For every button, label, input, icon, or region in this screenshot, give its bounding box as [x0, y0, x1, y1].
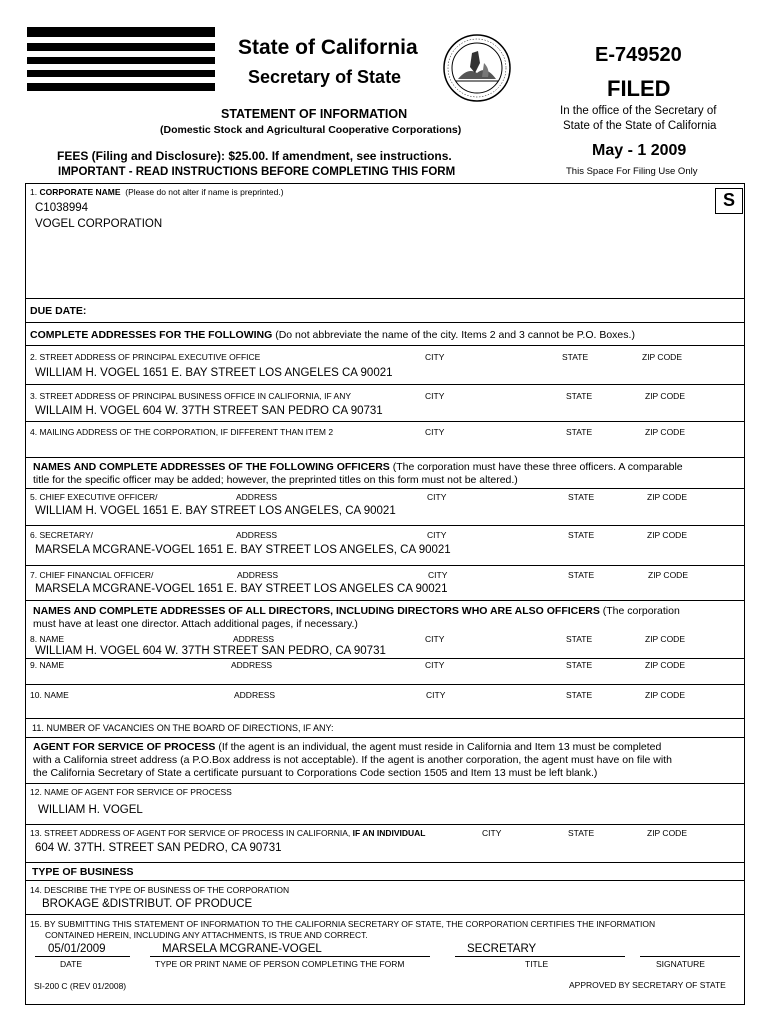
item8-state-label: STATE — [566, 634, 593, 644]
due-date: DUE DATE: — [30, 305, 87, 317]
item14-label: 14. DESCRIBE THE TYPE OF BUSINESS OF THE CORPORATION — [30, 885, 290, 895]
item4-city-label: CITY — [425, 427, 445, 437]
file-number: E-749520 — [595, 44, 682, 66]
item3-zip-label: ZIP CODE — [645, 391, 685, 401]
agent-heading: AGENT FOR SERVICE OF PROCESS (If the agent is an individual, the agent must reside in California and Item 13 must be completed — [33, 741, 662, 753]
item15-line2: CONTAINED HEREIN, INCLUDING ANY ATTACHMENTS, IS TRUE AND CORRECT. — [45, 930, 368, 940]
state-seal-icon — [442, 33, 512, 103]
item9-address-label: ADDRESS — [231, 660, 273, 670]
agent-heading-line2: with a California street address (a P.O.Box address is not acceptable). If the agent is another corporation, the agent must have on file with — [33, 754, 672, 766]
filed-office-line1: In the office of the Secretary of — [560, 105, 717, 117]
item3-label: 3. STREET ADDRESS OF PRINCIPAL BUSINESS OFFICE IN CALIFORNIA, IF ANY — [30, 391, 352, 401]
officers-heading: NAMES AND COMPLETE ADDRESSES OF THE FOLLOWING OFFICERS (The corporation must have these three officers. A comparable — [33, 461, 683, 473]
item9-label: 9. NAME — [30, 660, 65, 670]
vacancies-label: 11. NUMBER OF VACANCIES ON THE BOARD OF DIRECTIONS, IF ANY: — [32, 723, 334, 733]
business-heading: TYPE OF BUSINESS — [32, 866, 134, 878]
item12-value: WILLIAM H. VOGEL — [38, 804, 143, 816]
item8-value: WILLIAM H. VOGEL 604 W. 37TH STREET SAN PEDRO, CA 90731 — [35, 645, 386, 657]
directors-heading-line2: must have at least one director. Attach additional pages, if necessary.) — [33, 618, 358, 630]
agent-heading-line3: the California Secretary of State a certificate pursuant to Corporations Code section 1505 and Item 13 must be left blank.) — [33, 767, 598, 779]
item10-zip-label: ZIP CODE — [645, 690, 685, 700]
form-subtitle: (Domestic Stock and Agricultural Cooperative Corporations) — [160, 124, 462, 136]
fees-line: FEES (Filing and Disclosure): $25.00. If amendment, see instructions. — [57, 149, 452, 163]
item4-label: 4. MAILING ADDRESS OF THE CORPORATION, IF DIFFERENT THAN ITEM 2 — [30, 427, 334, 437]
item6-state-label: STATE — [568, 530, 595, 540]
name-label: TYPE OR PRINT NAME OF PERSON COMPLETING THE FORM — [155, 959, 405, 969]
barcode-logo — [27, 27, 215, 91]
corporate-name-value: VOGEL CORPORATION — [35, 218, 163, 230]
item5-state-label: STATE — [568, 492, 595, 502]
item2-state-label: STATE — [562, 352, 589, 362]
item13-label: 13. STREET ADDRESS OF AGENT FOR SERVICE OF PROCESS IN CALIFORNIA, IF AN INDIVIDUAL — [30, 828, 426, 838]
item13-zip-label: ZIP CODE — [647, 828, 687, 838]
filed-date: May - 1 2009 — [592, 142, 687, 159]
item6-address-label: ADDRESS — [236, 530, 278, 540]
s-box: S — [715, 188, 743, 214]
form-title: STATEMENT OF INFORMATION — [221, 107, 408, 121]
item8-label: 8. NAME — [30, 634, 65, 644]
filing-use-note: This Space For Filing Use Only — [566, 166, 698, 177]
item7-value: MARSELA MCGRANE-VOGEL 1651 E. BAY STREET LOS ANGELES CA 90021 — [35, 583, 448, 595]
filed-office-line2: State of the State of California — [563, 120, 717, 132]
item6-value: MARSELA MCGRANE-VOGEL 1651 E. BAY STREET LOS ANGELES, CA 90021 — [35, 544, 451, 556]
item3-state-label: STATE — [566, 391, 593, 401]
item10-city-label: CITY — [426, 690, 446, 700]
name-value: MARSELA MCGRANE-VOGEL — [162, 943, 322, 955]
item4-zip-label: ZIP CODE — [645, 427, 685, 437]
directors-heading: NAMES AND COMPLETE ADDRESSES OF ALL DIRECTORS, INCLUDING DIRECTORS WHO ARE ALSO OFFICERS (The corporation — [33, 605, 680, 617]
item8-address-label: ADDRESS — [233, 634, 275, 644]
corporate-number: C1038994 — [35, 202, 89, 214]
item15-line1: 15. BY SUBMITTING THIS STATEMENT OF INFORMATION TO THE CALIFORNIA SECRETARY OF STATE, THE CORPORATION CERTIFIES THE INFORMATION — [30, 919, 656, 929]
item5-value: WILLIAM H. VOGEL 1651 E. BAY STREET LOS ANGELES, CA 90021 — [35, 505, 396, 517]
item12-label: 12. NAME OF AGENT FOR SERVICE OF PROCESS — [30, 787, 232, 797]
item10-address-label: ADDRESS — [234, 690, 276, 700]
item13-city-label: CITY — [482, 828, 502, 838]
item7-zip-label: ZIP CODE — [648, 570, 688, 580]
item2-label: 2. STREET ADDRESS OF PRINCIPAL EXECUTIVE OFFICE — [30, 352, 261, 362]
item6-zip-label: ZIP CODE — [647, 530, 687, 540]
item7-address-label: ADDRESS — [237, 570, 279, 580]
approved-note: APPROVED BY SECRETARY OF STATE — [569, 980, 726, 990]
item7-label: 7. CHIEF FINANCIAL OFFICER/ — [30, 570, 154, 580]
item10-label: 10. NAME — [30, 690, 69, 700]
secretary-title: Secretary of State — [248, 67, 402, 87]
item9-state-label: STATE — [566, 660, 593, 670]
item4-state-label: STATE — [566, 427, 593, 437]
form-id: SI-200 C (REV 01/2008) — [34, 981, 127, 991]
title-label: TITLE — [525, 959, 549, 969]
item3-value: WILLAIM H. VOGEL 604 W. 37TH STREET SAN PEDRO CA 90731 — [35, 405, 383, 417]
item13-value: 604 W. 37TH. STREET SAN PEDRO, CA 90731 — [35, 842, 282, 854]
corporate-name-label: 1. CORPORATE NAME (Please do not alter if name is preprinted.) — [30, 187, 284, 197]
item2-city-label: CITY — [425, 352, 445, 362]
item3-city-label: CITY — [425, 391, 445, 401]
item2-zip-label: ZIP CODE — [642, 352, 682, 362]
item8-zip-label: ZIP CODE — [645, 634, 685, 644]
date-value: 05/01/2009 — [48, 943, 106, 955]
item13-state-label: STATE — [568, 828, 595, 838]
item6-city-label: CITY — [427, 530, 447, 540]
filed-stamp: FILED — [607, 76, 671, 101]
title-value: SECRETARY — [467, 943, 537, 955]
item10-state-label: STATE — [566, 690, 593, 700]
item9-zip-label: ZIP CODE — [645, 660, 685, 670]
item14-value: BROKAGE &DISTRIBUT. OF PRODUCE — [42, 898, 253, 910]
state-title: State of California — [238, 36, 418, 59]
item5-label: 5. CHIEF EXECUTIVE OFFICER/ — [30, 492, 158, 502]
item7-state-label: STATE — [568, 570, 595, 580]
important-line: IMPORTANT - READ INSTRUCTIONS BEFORE COMPLETING THIS FORM — [58, 166, 456, 178]
item6-label: 6. SECRETARY/ — [30, 530, 93, 540]
signature-label: SIGNATURE — [656, 959, 705, 969]
item9-city-label: CITY — [425, 660, 445, 670]
item5-address-label: ADDRESS — [236, 492, 278, 502]
item5-city-label: CITY — [427, 492, 447, 502]
item5-zip-label: ZIP CODE — [647, 492, 687, 502]
date-label: DATE — [60, 959, 83, 969]
item8-city-label: CITY — [425, 634, 445, 644]
item7-city-label: CITY — [428, 570, 448, 580]
addresses-heading: COMPLETE ADDRESSES FOR THE FOLLOWING (Do not abbreviate the name of the city. Items 2 and 3 cannot be P.O. Boxes.) — [30, 329, 635, 341]
item2-value: WILLIAM H. VOGEL 1651 E. BAY STREET LOS ANGELES CA 90021 — [35, 367, 393, 379]
officers-heading-line2: title for the specific officer may be added; however, the preprinted titles on this form must not be altered.) — [33, 474, 518, 486]
